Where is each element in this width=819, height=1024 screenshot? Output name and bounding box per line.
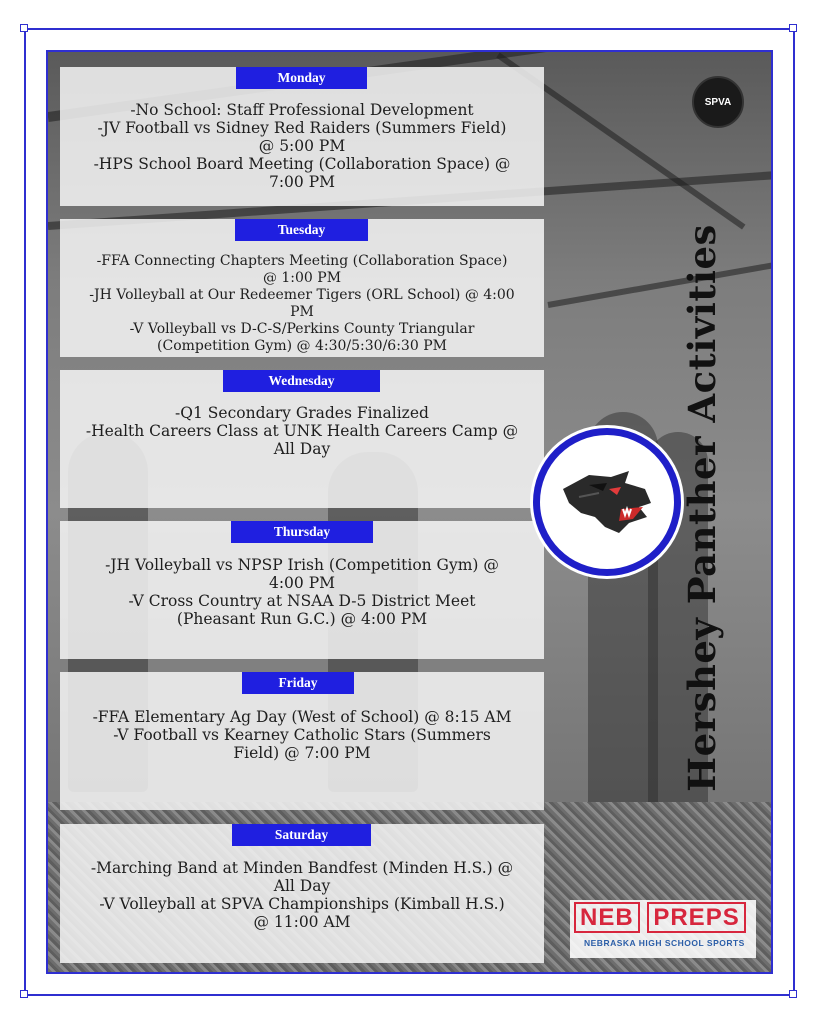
event-line: -FFA Elementary Ag Day (West of School) @ 8:15 AM [92,708,512,726]
event-line: Field) @ 7:00 PM [233,744,371,762]
corner-handle[interactable] [20,990,28,998]
frame-right [793,28,795,994]
event-line: -V Volleyball at SPVA Championships (Kimball H.S.) [99,895,505,913]
event-line: -JH Volleyball at Our Redeemer Tigers (ORL School) @ 4:00 [89,287,515,303]
day-label-wednesday: Wednesday [223,370,380,392]
frame-bottom [24,994,794,996]
spva-logo [692,76,744,128]
poster-title: Hershey Panther Activities [680,224,724,792]
event-line: -V Cross Country at NSAA D-5 District Meet [128,592,476,610]
frame-top [24,28,794,30]
corner-handle[interactable] [20,24,28,32]
corner-handle[interactable] [789,24,797,32]
event-line: -V Volleyball vs D-C-S/Perkins County Triangular [129,321,475,337]
event-line: -Health Careers Class at UNK Health Careers Camp @ [85,422,519,440]
event-line: -JH Volleyball vs NPSP Irish (Competition Gym) @ [105,556,499,574]
neb-preps-tagline: NEBRASKA HIGH SCHOOL SPORTS [584,938,745,948]
event-line: -Q1 Secondary Grades Finalized [175,404,429,422]
event-line: All Day [273,440,331,458]
event-line: PM [290,304,314,320]
spva-label: SPVA [704,96,732,108]
event-line: @ 1:00 PM [262,270,342,286]
event-line: -V Football vs Kearney Catholic Stars (Summers [113,726,491,744]
event-line: -FFA Connecting Chapters Meeting (Collaboration Space) [96,253,508,269]
event-line: -Marching Band at Minden Bandfest (Minden H.S.) @ [90,859,514,877]
neb-preps-wordmark [574,904,746,932]
event-line: 4:00 PM [268,574,336,592]
neb-word: NEB [574,902,640,933]
neb-preps-logo [570,900,756,958]
day-label-saturday: Saturday [232,824,371,846]
preps-word: PREPS [647,902,745,933]
event-line: @ 5:00 PM [258,137,346,155]
event-line: -JV Football vs Sidney Red Raiders (Summers Field) [97,119,507,137]
day-label-monday: Monday [236,67,367,89]
panther-logo [540,435,674,569]
event-line: (Competition Gym) @ 4:30/5:30/6:30 PM [157,338,447,354]
day-label-friday: Friday [242,672,354,694]
panther-head-icon [559,467,655,537]
day-label-thursday: Thursday [231,521,373,543]
background-rafter [547,257,773,308]
event-line: -HPS School Board Meeting (Collaboration Space) @ [93,155,511,173]
event-line: (Pheasant Run G.C.) @ 4:00 PM [176,610,428,628]
event-line: All Day [273,877,331,895]
day-label-tuesday: Tuesday [235,219,368,241]
event-line: 7:00 PM [268,173,336,191]
corner-handle[interactable] [789,990,797,998]
event-line: @ 11:00 AM [253,913,351,931]
event-line: -No School: Staff Professional Development [130,101,474,119]
frame-left [24,28,26,994]
